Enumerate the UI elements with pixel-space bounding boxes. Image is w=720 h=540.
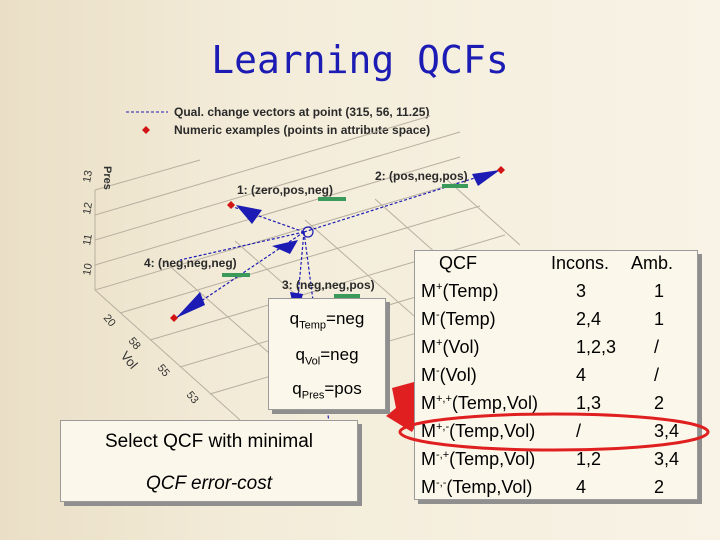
slide-title: Learning QCFs	[211, 38, 509, 82]
qcf-table	[414, 250, 698, 500]
vol-tick-3: 55	[154, 362, 172, 380]
legend-point-swatch	[142, 126, 150, 134]
point-label-1: 1: (zero,pos,neg)	[237, 183, 334, 197]
legend-vector-label: Qual. change vectors at point (315, 56, 11.25)	[174, 105, 430, 119]
legend-point-label: Numeric examples (points in attribute space)	[174, 123, 431, 137]
pres-tick-10: 10	[81, 262, 96, 277]
table-row-selected: M+,-(Temp,Vol) / 3,4	[421, 421, 680, 441]
pres-axis-label: Pres	[101, 166, 113, 190]
table-row: M-(Temp) 2,4 1	[421, 309, 665, 329]
pres-tick-11: 11	[81, 233, 95, 247]
q-temp: $q_{Temp}=neg$	[289, 309, 365, 332]
table-row: M-(Vol) 4 /	[421, 365, 660, 385]
point-label-3: 3: (neg,neg,pos)	[282, 278, 375, 292]
table-row: M+,+(Temp,Vol) 1,3 2	[421, 393, 665, 413]
table-row: M+(Vol) 1,2,3 /	[421, 337, 660, 357]
select-line-2: QCF error-cost	[146, 473, 272, 494]
q-vol: $q_{Vol}=neg$	[295, 345, 359, 368]
pres-tick-12: 12	[81, 201, 96, 216]
point-label-4: 4: (neg,neg,neg)	[144, 256, 237, 270]
vol-axis-label: Vol	[117, 348, 141, 372]
table-row: M+(Temp) 3 1	[421, 281, 665, 301]
header-qcf: QCF	[439, 253, 477, 273]
header-amb: Amb.	[631, 253, 674, 273]
vol-tick-1: 20	[100, 312, 118, 330]
q-pres: $q_{Pres}=pos$	[292, 379, 362, 402]
qualitative-change-box	[268, 298, 386, 410]
header-incons: Incons.	[551, 253, 610, 273]
pres-tick-13: 13	[81, 169, 96, 184]
select-qcf-box	[60, 420, 358, 502]
point-label-2: 2: (pos,neg,pos)	[375, 169, 468, 183]
vol-tick-2: 58	[125, 335, 143, 353]
table-row: M-,-(Temp,Vol) 4 2	[421, 477, 665, 497]
select-line-1: Select QCF with minimal	[105, 431, 313, 452]
table-row: M-,+(Temp,Vol) 1,2 3,4	[421, 449, 680, 469]
table-header	[415, 253, 697, 281]
vol-tick-4: 53	[183, 389, 201, 407]
